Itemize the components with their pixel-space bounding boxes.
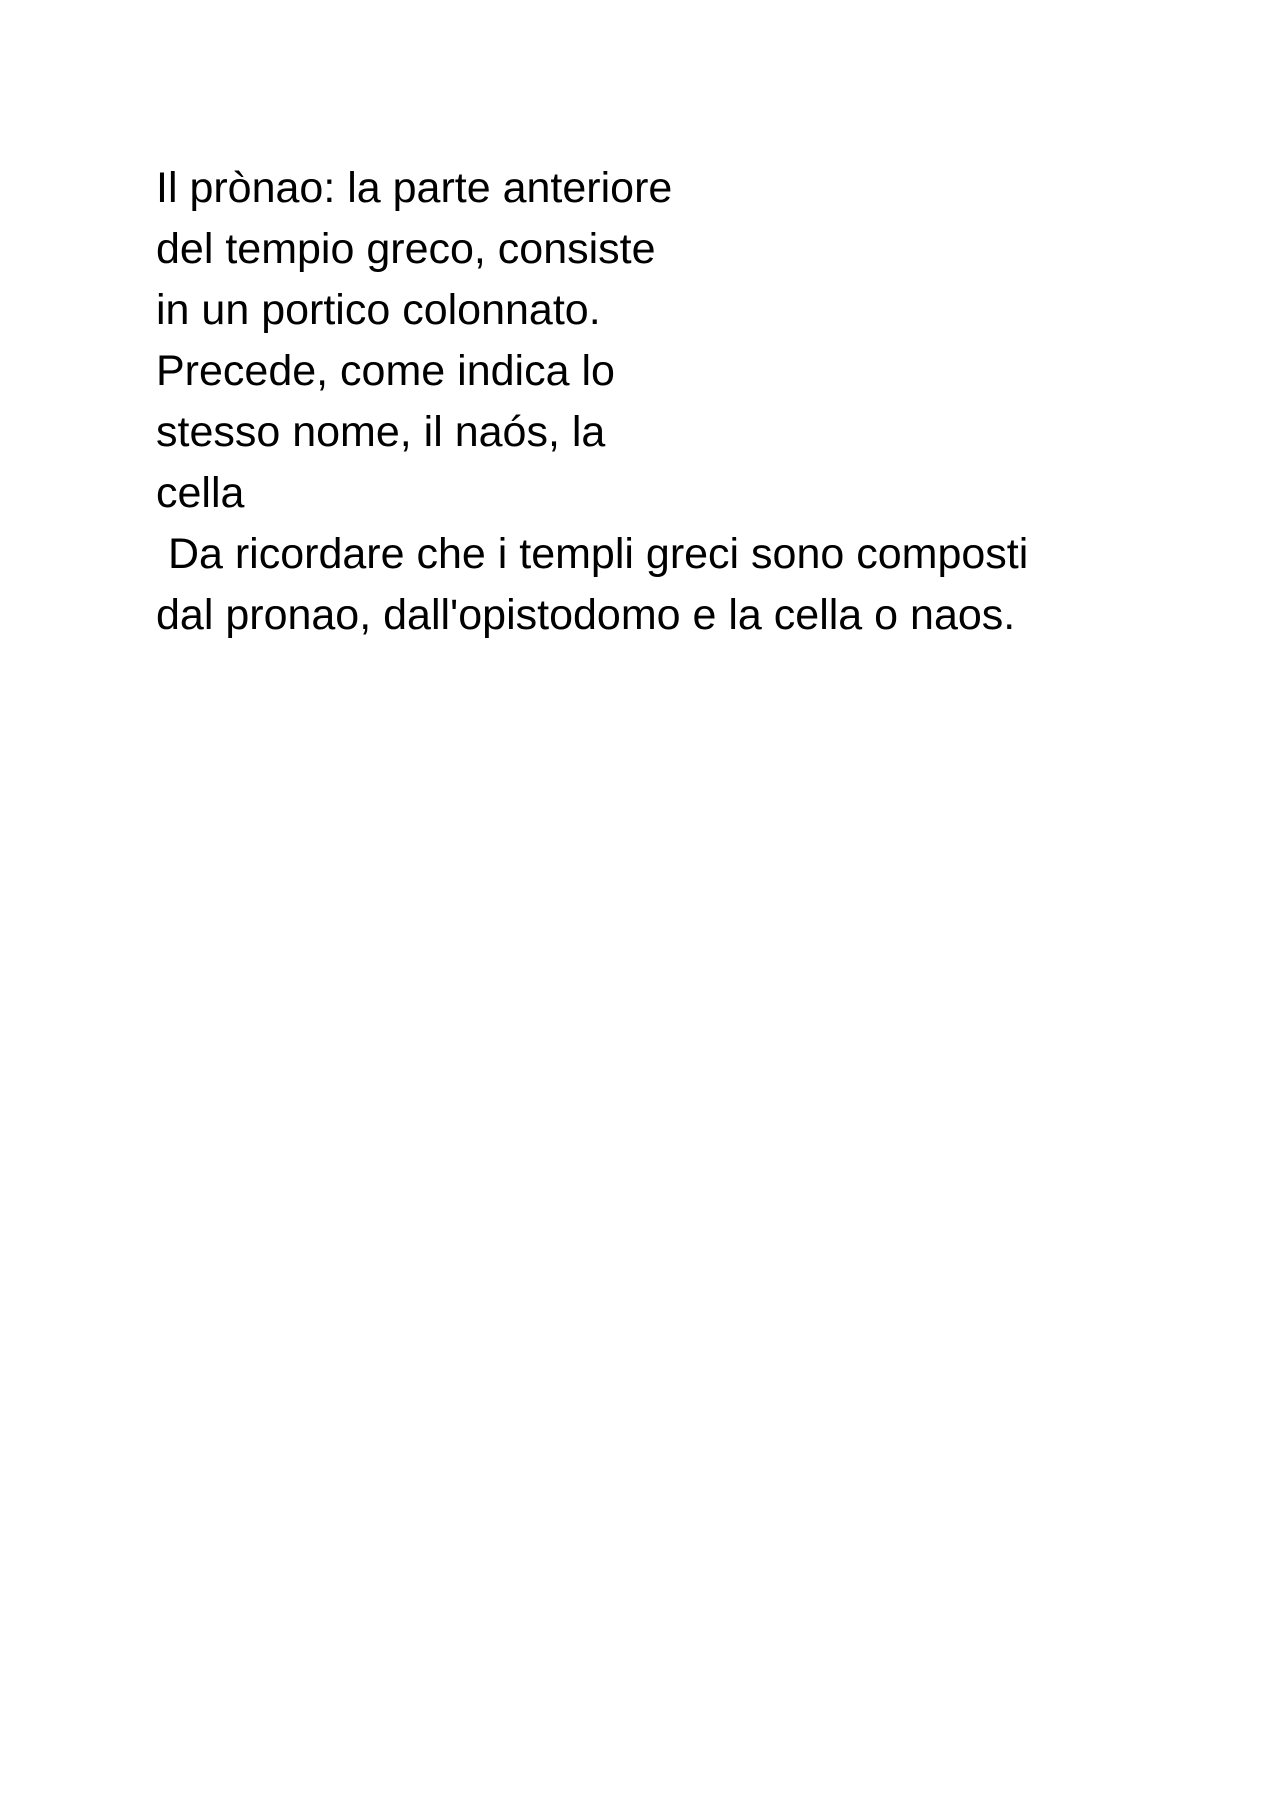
text-line: stesso nome, il naós, la bbox=[156, 408, 606, 456]
text-line: dal pronao, dall'opistodomo e la cella o naos. bbox=[156, 591, 1016, 639]
note-text bbox=[156, 158, 1156, 646]
text-line: cella bbox=[156, 469, 245, 517]
text-line: del tempio greco, consiste bbox=[156, 225, 656, 273]
text-line: Da ricordare che i templi greci sono composti bbox=[156, 530, 1029, 578]
text-line: in un portico colonnato. bbox=[156, 286, 601, 334]
text-line: Precede, come indica lo bbox=[156, 347, 615, 395]
text-line: Il prònao: la parte anteriore bbox=[156, 164, 673, 212]
